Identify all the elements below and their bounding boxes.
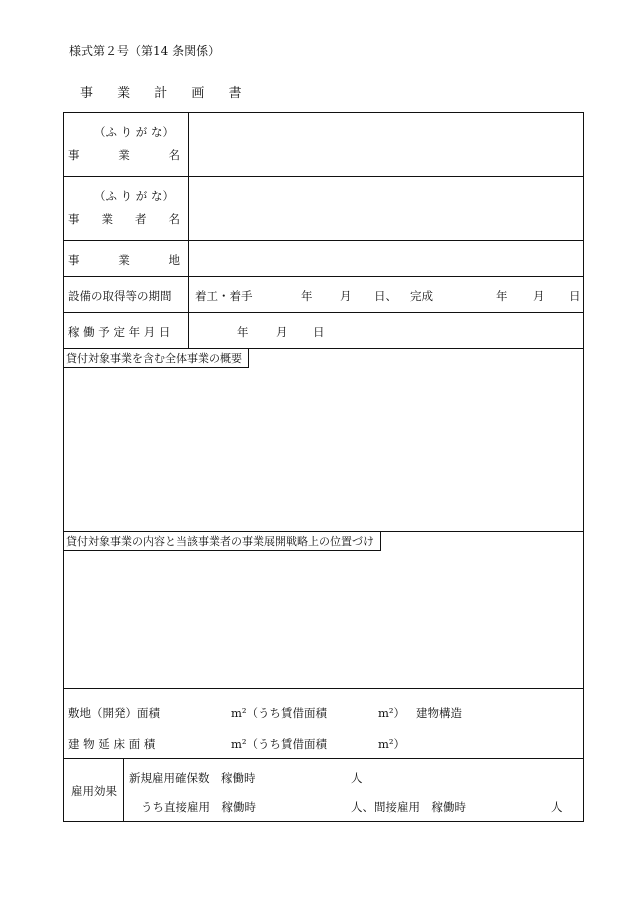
floor-lease-unit: m²）: [378, 737, 406, 751]
indirect-hires-unit: 人: [551, 800, 563, 814]
floor-area-label: 建 物 延 床 面 積: [68, 737, 156, 751]
label-char: 業: [101, 212, 113, 226]
operation-date-label: 稼 働 予 定 年 月 日: [68, 325, 171, 339]
label-char: 事: [68, 253, 80, 267]
complete-year-unit: 年: [496, 289, 508, 303]
site-area-unit: m²（うち賃借面積: [231, 706, 328, 720]
start-year-unit: 年: [301, 289, 313, 303]
row-divider: [63, 176, 584, 177]
start-month-unit: 月: [340, 289, 352, 303]
overview-caption: 貸付対象事業を含む全体事業の概要: [64, 349, 249, 368]
row-divider: [63, 688, 584, 689]
site-area-label: 敷地（開発）面積: [68, 706, 160, 720]
label-char: 名: [168, 148, 180, 162]
furigana-label: （ふ り が な）: [94, 189, 174, 203]
label-char: 事: [68, 212, 80, 226]
row-divider: [63, 276, 584, 277]
operation-year-unit: 年: [237, 325, 249, 339]
new-hires-unit: 人: [351, 771, 363, 785]
label-char: 事: [68, 148, 80, 162]
label-char: 業: [118, 148, 130, 162]
acquisition-period-label: 設備の取得等の期間: [68, 289, 172, 303]
column-divider: [123, 758, 124, 822]
operator-name-field[interactable]: [190, 178, 582, 239]
row-divider: [63, 758, 584, 759]
overview-textarea[interactable]: [65, 368, 582, 529]
completion-label: 完成: [410, 289, 433, 303]
operation-month-unit: 月: [276, 325, 288, 339]
building-structure-label: 建物構造: [416, 706, 462, 720]
direct-hires-label: うち直接雇用 稼働時: [141, 800, 256, 814]
label-char: 業: [118, 253, 130, 267]
business-site-label: [68, 252, 180, 268]
label-char: 者: [135, 212, 147, 226]
row-divider: [63, 240, 584, 241]
site-lease-unit: m²）: [378, 706, 406, 720]
operation-day-unit: 日: [313, 325, 325, 339]
employment-effect-label: 雇用効果: [71, 784, 117, 798]
row-divider: [63, 312, 584, 313]
indirect-hires-label: 人、間接雇用 稼働時: [351, 800, 466, 814]
column-divider: [188, 112, 189, 348]
furigana-label: （ふ り が な）: [94, 125, 174, 139]
construction-start-label: 着工・着手: [195, 289, 253, 303]
complete-day-unit: 日: [569, 289, 581, 303]
complete-month-unit: 月: [533, 289, 545, 303]
label-char: 地: [168, 253, 180, 267]
positioning-caption: 貸付対象事業の内容と当該事業者の事業展開戦略上の位置づけ: [64, 532, 381, 551]
business-site-field[interactable]: [190, 242, 582, 275]
business-name-field[interactable]: [190, 114, 582, 175]
floor-area-unit: m²（うち賃借面積: [231, 737, 328, 751]
business-name-label: [68, 147, 180, 163]
form-number: 様式第２号（第14 条関係）: [69, 44, 221, 58]
positioning-textarea[interactable]: [65, 551, 582, 686]
form-title: 事 業 計 画 書: [80, 86, 252, 101]
start-day-unit: 日、: [374, 289, 397, 303]
new-hires-label: 新規雇用確保数 稼働時: [129, 771, 256, 785]
label-char: 名: [168, 212, 180, 226]
operator-name-label: [68, 211, 180, 227]
